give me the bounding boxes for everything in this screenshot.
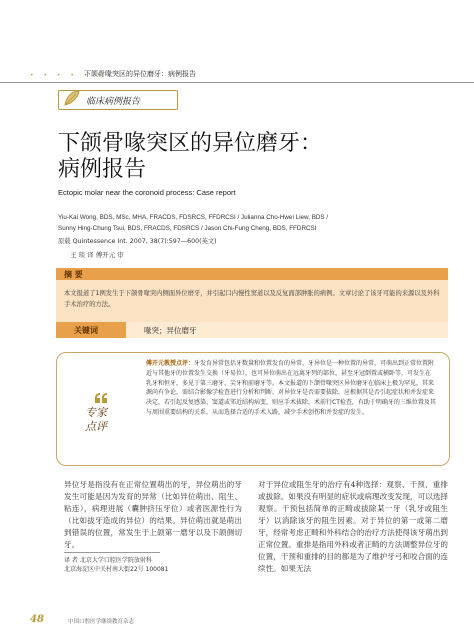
article-title-line2: 病例报告 <box>58 157 147 182</box>
expert-comment-text <box>146 359 436 418</box>
translators: 王 琰 译 傅开元 审 <box>70 251 124 259</box>
authors-line1: Yiu-Kai Wong, BDS, MSc, MHA, FRACDS, FDSRCS, FFDRCSI / Julianna Cho-Hwei Liew, BDS / <box>58 214 329 221</box>
body-column-left: 异位牙是指没有在正常位置萌出的牙，异位萌出的牙发生可能是因为发育的异常（比如异位萌出、阻生、粘连），病理进展（囊肿挤压牙位）或者医源性行为（比如拔牙造成的异位）的结果。异位萌出就是萌出到错误的位置，常发生于上颌第一磨牙以及下颌侧切牙。 <box>64 480 242 549</box>
abstract-label: 摘 要 <box>64 270 83 279</box>
article-title-line1: 下颌骨喙突区的异位磨牙： <box>58 131 323 156</box>
body-column-right: 对于异位或阻生牙的治疗有4种选择：观察、干预、重排或拔除。如果没有明显的症状或病理改变发现，可以选择观察。干预包括简单的正畸或拔除某一牙（乳牙或阻生牙）以消除该牙的阻生因素。对于异位的第一或第二磨牙，经常考虑正畸和外科结合的治疗方法使得该牙萌出到正常位置。重排是指用外科或者正畸的方法调整异位牙的位置，干预和重排的目的都是为了维护牙弓和咬合面的连续性。如果无法 <box>258 480 448 573</box>
header-dots: • • • • • • <box>30 72 105 79</box>
expert-label-line2: 点评 <box>85 420 107 433</box>
quote-icon <box>94 392 108 404</box>
leaf-icon <box>62 88 82 108</box>
header-rule <box>0 82 474 83</box>
authors-line2: Sunny Hing-Chung Tsui, BDS, FRACDS, FDSRCS / Jason Chi-Fung Cheng, BDS, FFDRCSI <box>58 225 317 232</box>
abstract-header-bar <box>56 268 448 280</box>
page-number: 48 <box>30 614 44 625</box>
footnote-line1: 译 者 北京大学口腔医学院放射科 <box>64 557 152 564</box>
expert-label-line1: 专家 <box>85 406 107 419</box>
section-stamp-label: 临床病例报告 <box>86 97 141 107</box>
abstract-text: 本文报道了1例发生于下颌骨喙突内侧面异位磨牙，并引起口内慢性窦道以及反复面部肿胀的病例。文章讨论了该牙可能的来源以及外科手术治疗的方法。 <box>64 290 440 308</box>
journal-footer: 中国口腔医学继续教育杂志 <box>68 619 135 625</box>
running-head: 下颌骨喙突区的异位磨牙：病例报告 <box>84 70 196 78</box>
keywords-text: 喙突；异位磨牙 <box>144 326 197 335</box>
footnote <box>64 556 168 574</box>
expert-commenter: 傅开元教授点评： <box>146 360 195 367</box>
english-title: Ectopic molar near the coronoid process: Case report <box>58 188 236 197</box>
source-line: 原载 Quintessence Int. 2007, 38(7):597—600(英文) <box>58 238 217 245</box>
expert-comment-body: 牙发育异常包括牙数量和位置发育的异常，牙异位是一种位置的异常，可萌出到正常位置附近与其他牙的位置发生交换（牙易位），也可异位萌出在远离牙列的部位，甚至牙冠倒置或横卧等，可发生在乳牙和恒牙，多见于第三磨牙、尖牙和前磨牙等。本文报道的下颌骨喙突区异位磨牙在临床上极为罕见，其来源尚有争论，需结合影像学检查进行分析和判断。对异位牙是否需要拔除，应根据其是否引起症状和并发症来决定，若引起反复感染、窦道或邻近结构病变，则应手术拔除。术前行CT检查，有助于明确牙的三维位置及其与周围重要结构的关系，从而选择合适的手术入路，减少手术创伤和并发症的发生。 <box>146 360 436 416</box>
keywords-label: 关键词 <box>74 326 98 335</box>
footnote-line2: 北京海淀区中关村南大街22号 100081 <box>64 566 169 573</box>
footnote-rule <box>64 552 160 553</box>
